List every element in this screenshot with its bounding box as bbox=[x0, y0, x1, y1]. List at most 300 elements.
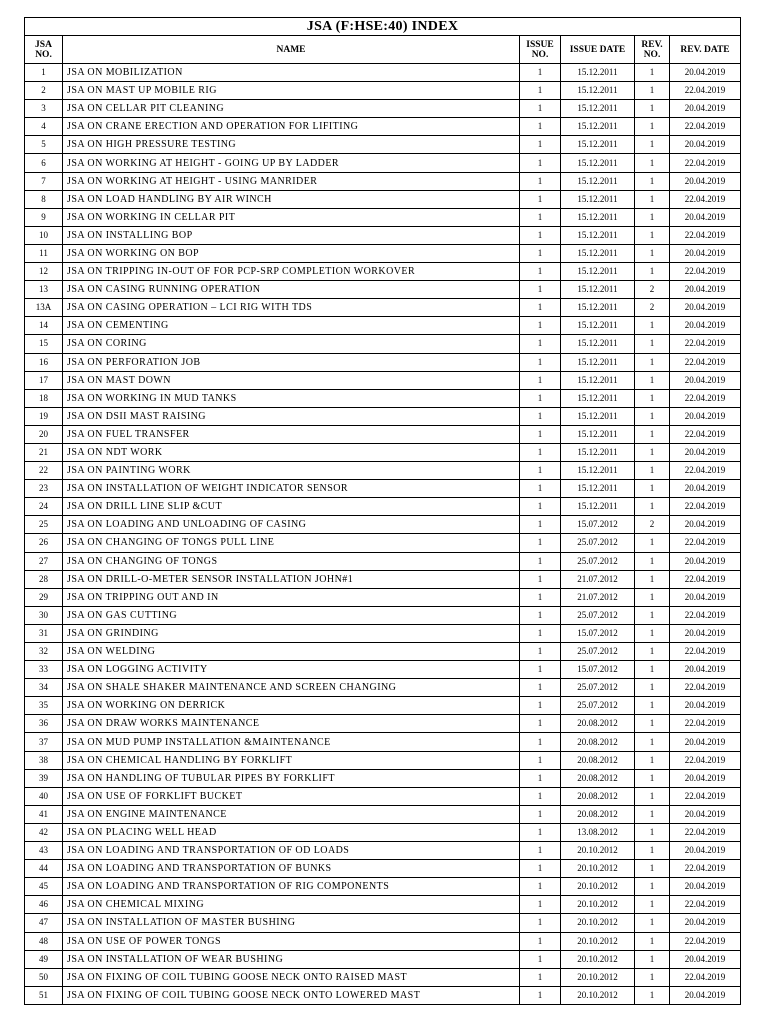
rev-date-cell: 20.04.2019 bbox=[670, 588, 741, 606]
rev-no-cell: 1 bbox=[635, 335, 670, 353]
rev-date-cell: 22.04.2019 bbox=[670, 118, 741, 136]
issue-date-cell: 20.10.2012 bbox=[561, 914, 635, 932]
issue-date-cell: 25.07.2012 bbox=[561, 697, 635, 715]
issue-no-cell: 1 bbox=[520, 896, 561, 914]
table-row bbox=[25, 443, 741, 461]
issue-date-cell: 25.07.2012 bbox=[561, 552, 635, 570]
header-jsa-no: JSA NO. bbox=[25, 36, 63, 64]
issue-no-cell: 1 bbox=[520, 371, 561, 389]
rev-date-cell: 20.04.2019 bbox=[670, 697, 741, 715]
rev-no-cell: 1 bbox=[635, 317, 670, 335]
issue-date-cell: 20.08.2012 bbox=[561, 805, 635, 823]
rev-date-cell: 20.04.2019 bbox=[670, 317, 741, 335]
rev-date-cell: 20.04.2019 bbox=[670, 769, 741, 787]
issue-date-cell: 15.12.2011 bbox=[561, 407, 635, 425]
table-row bbox=[25, 498, 741, 516]
issue-no-cell: 1 bbox=[520, 317, 561, 335]
rev-no-cell: 1 bbox=[635, 624, 670, 642]
issue-date-cell: 15.12.2011 bbox=[561, 226, 635, 244]
issue-no-cell: 1 bbox=[520, 534, 561, 552]
issue-date-cell: 20.10.2012 bbox=[561, 860, 635, 878]
name-cell: JSA ON WORKING ON DERRICK bbox=[63, 697, 520, 715]
rev-no-cell: 1 bbox=[635, 244, 670, 262]
name-cell: JSA ON ENGINE MAINTENANCE bbox=[63, 805, 520, 823]
rev-date-cell: 20.04.2019 bbox=[670, 407, 741, 425]
issue-date-cell: 20.08.2012 bbox=[561, 733, 635, 751]
rev-date-cell: 22.04.2019 bbox=[670, 226, 741, 244]
issue-no-cell: 1 bbox=[520, 932, 561, 950]
issue-no-cell: 1 bbox=[520, 878, 561, 896]
jsa-index-table bbox=[24, 17, 741, 1005]
name-cell: JSA ON HIGH PRESSURE TESTING bbox=[63, 136, 520, 154]
jsa-no-cell: 48 bbox=[25, 932, 63, 950]
rev-date-cell: 20.04.2019 bbox=[670, 244, 741, 262]
name-cell: JSA ON INSTALLATION OF WEIGHT INDICATOR SENSOR bbox=[63, 480, 520, 498]
table-row bbox=[25, 190, 741, 208]
issue-date-cell: 20.08.2012 bbox=[561, 751, 635, 769]
table-row bbox=[25, 914, 741, 932]
table-row bbox=[25, 661, 741, 679]
jsa-no-cell: 18 bbox=[25, 389, 63, 407]
rev-no-cell: 1 bbox=[635, 896, 670, 914]
name-cell: JSA ON WORKING ON BOP bbox=[63, 244, 520, 262]
jsa-no-cell: 12 bbox=[25, 263, 63, 281]
name-cell: JSA ON USE OF POWER TONGS bbox=[63, 932, 520, 950]
rev-date-cell: 20.04.2019 bbox=[670, 878, 741, 896]
issue-no-cell: 1 bbox=[520, 986, 561, 1004]
table-row bbox=[25, 516, 741, 534]
rev-no-cell: 1 bbox=[635, 986, 670, 1004]
jsa-no-cell: 29 bbox=[25, 588, 63, 606]
name-cell: JSA ON SHALE SHAKER MAINTENANCE AND SCREEN CHANGING bbox=[63, 679, 520, 697]
issue-date-cell: 20.10.2012 bbox=[561, 986, 635, 1004]
issue-no-cell: 1 bbox=[520, 624, 561, 642]
rev-date-cell: 20.04.2019 bbox=[670, 624, 741, 642]
rev-no-cell: 1 bbox=[635, 100, 670, 118]
jsa-no-cell: 44 bbox=[25, 860, 63, 878]
rev-no-cell: 1 bbox=[635, 190, 670, 208]
issue-date-cell: 20.08.2012 bbox=[561, 715, 635, 733]
jsa-no-cell: 13 bbox=[25, 281, 63, 299]
issue-no-cell: 1 bbox=[520, 823, 561, 841]
issue-no-cell: 1 bbox=[520, 244, 561, 262]
issue-date-cell: 15.12.2011 bbox=[561, 136, 635, 154]
rev-date-cell: 22.04.2019 bbox=[670, 570, 741, 588]
issue-date-cell: 20.08.2012 bbox=[561, 787, 635, 805]
table-row bbox=[25, 751, 741, 769]
rev-no-cell: 1 bbox=[635, 462, 670, 480]
rev-date-cell: 20.04.2019 bbox=[670, 914, 741, 932]
rev-date-cell: 22.04.2019 bbox=[670, 353, 741, 371]
issue-no-cell: 1 bbox=[520, 950, 561, 968]
rev-no-cell: 1 bbox=[635, 697, 670, 715]
issue-date-cell: 20.10.2012 bbox=[561, 842, 635, 860]
table-row bbox=[25, 878, 741, 896]
rev-no-cell: 2 bbox=[635, 516, 670, 534]
name-cell: JSA ON LOGGING ACTIVITY bbox=[63, 661, 520, 679]
table-row bbox=[25, 317, 741, 335]
name-cell: JSA ON PLACING WELL HEAD bbox=[63, 823, 520, 841]
rev-no-cell: 1 bbox=[635, 805, 670, 823]
header-issue-no: ISSUE NO. bbox=[520, 36, 561, 64]
jsa-no-cell: 26 bbox=[25, 534, 63, 552]
table-row bbox=[25, 842, 741, 860]
rev-no-cell: 1 bbox=[635, 860, 670, 878]
jsa-no-cell: 28 bbox=[25, 570, 63, 588]
name-cell: JSA ON CEMENTING bbox=[63, 317, 520, 335]
rev-date-cell: 22.04.2019 bbox=[670, 190, 741, 208]
rev-date-cell: 22.04.2019 bbox=[670, 335, 741, 353]
issue-date-cell: 15.12.2011 bbox=[561, 100, 635, 118]
table-row bbox=[25, 697, 741, 715]
name-cell: JSA ON CASING OPERATION – LCI RIG WITH TDS bbox=[63, 299, 520, 317]
rev-no-cell: 1 bbox=[635, 443, 670, 461]
rev-date-cell: 22.04.2019 bbox=[670, 751, 741, 769]
issue-date-cell: 15.12.2011 bbox=[561, 371, 635, 389]
issue-date-cell: 15.12.2011 bbox=[561, 208, 635, 226]
rev-no-cell: 1 bbox=[635, 643, 670, 661]
rev-no-cell: 1 bbox=[635, 733, 670, 751]
name-cell: JSA ON FIXING OF COIL TUBING GOOSE NECK ONTO LOWERED MAST bbox=[63, 986, 520, 1004]
issue-no-cell: 1 bbox=[520, 443, 561, 461]
jsa-no-cell: 39 bbox=[25, 769, 63, 787]
issue-date-cell: 15.12.2011 bbox=[561, 480, 635, 498]
table-row bbox=[25, 860, 741, 878]
rev-date-cell: 22.04.2019 bbox=[670, 643, 741, 661]
name-cell: JSA ON LOADING AND TRANSPORTATION OF RIG COMPONENTS bbox=[63, 878, 520, 896]
name-cell: JSA ON NDT WORK bbox=[63, 443, 520, 461]
issue-no-cell: 1 bbox=[520, 769, 561, 787]
issue-date-cell: 20.10.2012 bbox=[561, 950, 635, 968]
issue-no-cell: 1 bbox=[520, 353, 561, 371]
issue-no-cell: 1 bbox=[520, 64, 561, 82]
table-row bbox=[25, 733, 741, 751]
issue-no-cell: 1 bbox=[520, 787, 561, 805]
jsa-no-cell: 19 bbox=[25, 407, 63, 425]
name-cell: JSA ON MOBILIZATION bbox=[63, 64, 520, 82]
jsa-no-cell: 21 bbox=[25, 443, 63, 461]
rev-no-cell: 1 bbox=[635, 787, 670, 805]
header-rev-no: REV. NO. bbox=[635, 36, 670, 64]
jsa-no-cell: 27 bbox=[25, 552, 63, 570]
rev-no-cell: 1 bbox=[635, 842, 670, 860]
issue-no-cell: 1 bbox=[520, 968, 561, 986]
name-cell: JSA ON LOADING AND UNLOADING OF CASING bbox=[63, 516, 520, 534]
jsa-no-cell: 43 bbox=[25, 842, 63, 860]
issue-no-cell: 1 bbox=[520, 208, 561, 226]
issue-no-cell: 1 bbox=[520, 498, 561, 516]
issue-no-cell: 1 bbox=[520, 190, 561, 208]
table-row bbox=[25, 172, 741, 190]
rev-date-cell: 22.04.2019 bbox=[670, 389, 741, 407]
rev-no-cell: 1 bbox=[635, 389, 670, 407]
jsa-no-cell: 36 bbox=[25, 715, 63, 733]
rev-date-cell: 22.04.2019 bbox=[670, 823, 741, 841]
rev-no-cell: 1 bbox=[635, 715, 670, 733]
issue-date-cell: 20.10.2012 bbox=[561, 896, 635, 914]
name-cell: JSA ON DSII MAST RAISING bbox=[63, 407, 520, 425]
jsa-no-cell: 35 bbox=[25, 697, 63, 715]
name-cell: JSA ON WORKING AT HEIGHT - USING MANRIDER bbox=[63, 172, 520, 190]
rev-no-cell: 1 bbox=[635, 425, 670, 443]
rev-date-cell: 20.04.2019 bbox=[670, 661, 741, 679]
issue-no-cell: 1 bbox=[520, 552, 561, 570]
rev-no-cell: 1 bbox=[635, 606, 670, 624]
table-row bbox=[25, 715, 741, 733]
jsa-no-cell: 33 bbox=[25, 661, 63, 679]
table-row bbox=[25, 769, 741, 787]
name-cell: JSA ON WELDING bbox=[63, 643, 520, 661]
issue-no-cell: 1 bbox=[520, 697, 561, 715]
rev-no-cell: 1 bbox=[635, 226, 670, 244]
issue-date-cell: 15.12.2011 bbox=[561, 244, 635, 262]
rev-no-cell: 1 bbox=[635, 661, 670, 679]
issue-date-cell: 15.12.2011 bbox=[561, 389, 635, 407]
jsa-no-cell: 40 bbox=[25, 787, 63, 805]
issue-no-cell: 1 bbox=[520, 588, 561, 606]
name-cell: JSA ON CASING RUNNING OPERATION bbox=[63, 281, 520, 299]
table-row bbox=[25, 335, 741, 353]
rev-no-cell: 1 bbox=[635, 878, 670, 896]
rev-date-cell: 20.04.2019 bbox=[670, 208, 741, 226]
rev-date-cell: 22.04.2019 bbox=[670, 606, 741, 624]
issue-date-cell: 15.12.2011 bbox=[561, 353, 635, 371]
issue-date-cell: 20.10.2012 bbox=[561, 878, 635, 896]
rev-date-cell: 20.04.2019 bbox=[670, 516, 741, 534]
table-row bbox=[25, 389, 741, 407]
rev-no-cell: 1 bbox=[635, 552, 670, 570]
jsa-no-cell: 6 bbox=[25, 154, 63, 172]
issue-no-cell: 1 bbox=[520, 335, 561, 353]
table-body bbox=[25, 64, 741, 1005]
name-cell: JSA ON WORKING AT HEIGHT - GOING UP BY LADDER bbox=[63, 154, 520, 172]
jsa-no-cell: 32 bbox=[25, 643, 63, 661]
rev-date-cell: 20.04.2019 bbox=[670, 950, 741, 968]
issue-no-cell: 1 bbox=[520, 263, 561, 281]
table-row bbox=[25, 82, 741, 100]
name-cell: JSA ON HANDLING OF TUBULAR PIPES BY FORKLIFT bbox=[63, 769, 520, 787]
issue-no-cell: 1 bbox=[520, 136, 561, 154]
table-row bbox=[25, 570, 741, 588]
rev-date-cell: 20.04.2019 bbox=[670, 805, 741, 823]
jsa-no-cell: 10 bbox=[25, 226, 63, 244]
rev-date-cell: 20.04.2019 bbox=[670, 371, 741, 389]
name-cell: JSA ON LOADING AND TRANSPORTATION OF OD LOADS bbox=[63, 842, 520, 860]
rev-no-cell: 1 bbox=[635, 371, 670, 389]
rev-date-cell: 22.04.2019 bbox=[670, 968, 741, 986]
rev-date-cell: 22.04.2019 bbox=[670, 263, 741, 281]
table-row bbox=[25, 118, 741, 136]
table-row bbox=[25, 480, 741, 498]
issue-date-cell: 21.07.2012 bbox=[561, 588, 635, 606]
issue-date-cell: 15.12.2011 bbox=[561, 317, 635, 335]
header-name: NAME bbox=[63, 36, 520, 64]
jsa-no-cell: 46 bbox=[25, 896, 63, 914]
issue-date-cell: 15.12.2011 bbox=[561, 172, 635, 190]
issue-no-cell: 1 bbox=[520, 516, 561, 534]
name-cell: JSA ON GAS CUTTING bbox=[63, 606, 520, 624]
rev-no-cell: 1 bbox=[635, 570, 670, 588]
name-cell: JSA ON INSTALLING BOP bbox=[63, 226, 520, 244]
rev-no-cell: 1 bbox=[635, 534, 670, 552]
rev-no-cell: 2 bbox=[635, 299, 670, 317]
name-cell: JSA ON TRIPPING OUT AND IN bbox=[63, 588, 520, 606]
rev-date-cell: 20.04.2019 bbox=[670, 299, 741, 317]
issue-no-cell: 1 bbox=[520, 407, 561, 425]
rev-no-cell: 1 bbox=[635, 136, 670, 154]
rev-no-cell: 1 bbox=[635, 407, 670, 425]
table-row bbox=[25, 624, 741, 642]
issue-no-cell: 1 bbox=[520, 860, 561, 878]
jsa-no-cell: 5 bbox=[25, 136, 63, 154]
issue-date-cell: 15.12.2011 bbox=[561, 64, 635, 82]
jsa-no-cell: 8 bbox=[25, 190, 63, 208]
table-row bbox=[25, 226, 741, 244]
table-row bbox=[25, 534, 741, 552]
issue-date-cell: 25.07.2012 bbox=[561, 679, 635, 697]
issue-date-cell: 15.07.2012 bbox=[561, 516, 635, 534]
issue-no-cell: 1 bbox=[520, 661, 561, 679]
table-row bbox=[25, 823, 741, 841]
jsa-no-cell: 9 bbox=[25, 208, 63, 226]
rev-date-cell: 20.04.2019 bbox=[670, 552, 741, 570]
issue-no-cell: 1 bbox=[520, 805, 561, 823]
table-row bbox=[25, 208, 741, 226]
issue-date-cell: 15.12.2011 bbox=[561, 335, 635, 353]
issue-no-cell: 1 bbox=[520, 299, 561, 317]
issue-date-cell: 15.12.2011 bbox=[561, 118, 635, 136]
rev-date-cell: 22.04.2019 bbox=[670, 425, 741, 443]
rev-date-cell: 22.04.2019 bbox=[670, 82, 741, 100]
jsa-no-cell: 14 bbox=[25, 317, 63, 335]
table-row bbox=[25, 64, 741, 82]
rev-date-cell: 20.04.2019 bbox=[670, 842, 741, 860]
name-cell: JSA ON LOAD HANDLING BY AIR WINCH bbox=[63, 190, 520, 208]
jsa-no-cell: 15 bbox=[25, 335, 63, 353]
jsa-no-cell: 34 bbox=[25, 679, 63, 697]
issue-no-cell: 1 bbox=[520, 100, 561, 118]
rev-no-cell: 1 bbox=[635, 480, 670, 498]
jsa-no-cell: 13A bbox=[25, 299, 63, 317]
table-row bbox=[25, 896, 741, 914]
issue-date-cell: 20.10.2012 bbox=[561, 932, 635, 950]
issue-date-cell: 20.08.2012 bbox=[561, 769, 635, 787]
rev-date-cell: 22.04.2019 bbox=[670, 860, 741, 878]
issue-no-cell: 1 bbox=[520, 172, 561, 190]
rev-date-cell: 20.04.2019 bbox=[670, 281, 741, 299]
jsa-no-cell: 51 bbox=[25, 986, 63, 1004]
issue-date-cell: 15.12.2011 bbox=[561, 299, 635, 317]
name-cell: JSA ON LOADING AND TRANSPORTATION OF BUNKS bbox=[63, 860, 520, 878]
issue-date-cell: 21.07.2012 bbox=[561, 570, 635, 588]
rev-date-cell: 22.04.2019 bbox=[670, 679, 741, 697]
name-cell: JSA ON INSTALLATION OF MASTER BUSHING bbox=[63, 914, 520, 932]
rev-no-cell: 1 bbox=[635, 950, 670, 968]
name-cell: JSA ON DRILL LINE SLIP &CUT bbox=[63, 498, 520, 516]
name-cell: JSA ON MAST UP MOBILE RIG bbox=[63, 82, 520, 100]
issue-no-cell: 1 bbox=[520, 226, 561, 244]
issue-no-cell: 1 bbox=[520, 480, 561, 498]
rev-no-cell: 2 bbox=[635, 281, 670, 299]
issue-no-cell: 1 bbox=[520, 570, 561, 588]
name-cell: JSA ON CORING bbox=[63, 335, 520, 353]
rev-date-cell: 20.04.2019 bbox=[670, 64, 741, 82]
rev-no-cell: 1 bbox=[635, 353, 670, 371]
name-cell: JSA ON DRAW WORKS MAINTENANCE bbox=[63, 715, 520, 733]
issue-date-cell: 15.12.2011 bbox=[561, 443, 635, 461]
table-row bbox=[25, 968, 741, 986]
table-row bbox=[25, 643, 741, 661]
issue-date-cell: 15.12.2011 bbox=[561, 462, 635, 480]
issue-no-cell: 1 bbox=[520, 154, 561, 172]
rev-date-cell: 20.04.2019 bbox=[670, 986, 741, 1004]
rev-no-cell: 1 bbox=[635, 588, 670, 606]
issue-date-cell: 15.12.2011 bbox=[561, 154, 635, 172]
issue-date-cell: 15.07.2012 bbox=[561, 624, 635, 642]
issue-no-cell: 1 bbox=[520, 118, 561, 136]
issue-date-cell: 15.07.2012 bbox=[561, 661, 635, 679]
name-cell: JSA ON CHANGING OF TONGS PULL LINE bbox=[63, 534, 520, 552]
issue-date-cell: 15.12.2011 bbox=[561, 281, 635, 299]
rev-no-cell: 1 bbox=[635, 172, 670, 190]
jsa-no-cell: 22 bbox=[25, 462, 63, 480]
rev-date-cell: 20.04.2019 bbox=[670, 100, 741, 118]
jsa-no-cell: 17 bbox=[25, 371, 63, 389]
rev-no-cell: 1 bbox=[635, 64, 670, 82]
rev-date-cell: 22.04.2019 bbox=[670, 534, 741, 552]
table-row bbox=[25, 425, 741, 443]
table-head bbox=[25, 18, 741, 64]
jsa-no-cell: 24 bbox=[25, 498, 63, 516]
issue-no-cell: 1 bbox=[520, 643, 561, 661]
table-row bbox=[25, 353, 741, 371]
name-cell: JSA ON WORKING IN CELLAR PIT bbox=[63, 208, 520, 226]
name-cell: JSA ON MAST DOWN bbox=[63, 371, 520, 389]
header-rev-date: REV. DATE bbox=[670, 36, 741, 64]
table-row bbox=[25, 805, 741, 823]
jsa-no-cell: 3 bbox=[25, 100, 63, 118]
table-row bbox=[25, 263, 741, 281]
jsa-no-cell: 1 bbox=[25, 64, 63, 82]
rev-no-cell: 1 bbox=[635, 769, 670, 787]
issue-date-cell: 20.10.2012 bbox=[561, 968, 635, 986]
name-cell: JSA ON GRINDING bbox=[63, 624, 520, 642]
issue-date-cell: 15.12.2011 bbox=[561, 263, 635, 281]
name-cell: JSA ON WORKING IN MUD TANKS bbox=[63, 389, 520, 407]
name-cell: JSA ON INSTALLATION OF WEAR BUSHING bbox=[63, 950, 520, 968]
jsa-no-cell: 38 bbox=[25, 751, 63, 769]
table-row bbox=[25, 588, 741, 606]
issue-no-cell: 1 bbox=[520, 389, 561, 407]
rev-no-cell: 1 bbox=[635, 823, 670, 841]
rev-date-cell: 22.04.2019 bbox=[670, 462, 741, 480]
rev-no-cell: 1 bbox=[635, 118, 670, 136]
jsa-no-cell: 20 bbox=[25, 425, 63, 443]
title-row bbox=[25, 18, 741, 36]
table-row bbox=[25, 679, 741, 697]
rev-no-cell: 1 bbox=[635, 208, 670, 226]
table-row bbox=[25, 299, 741, 317]
table-row bbox=[25, 281, 741, 299]
issue-no-cell: 1 bbox=[520, 82, 561, 100]
issue-no-cell: 1 bbox=[520, 462, 561, 480]
rev-date-cell: 22.04.2019 bbox=[670, 498, 741, 516]
issue-date-cell: 15.12.2011 bbox=[561, 425, 635, 443]
table-row bbox=[25, 932, 741, 950]
issue-no-cell: 1 bbox=[520, 914, 561, 932]
table-row bbox=[25, 787, 741, 805]
issue-date-cell: 25.07.2012 bbox=[561, 643, 635, 661]
